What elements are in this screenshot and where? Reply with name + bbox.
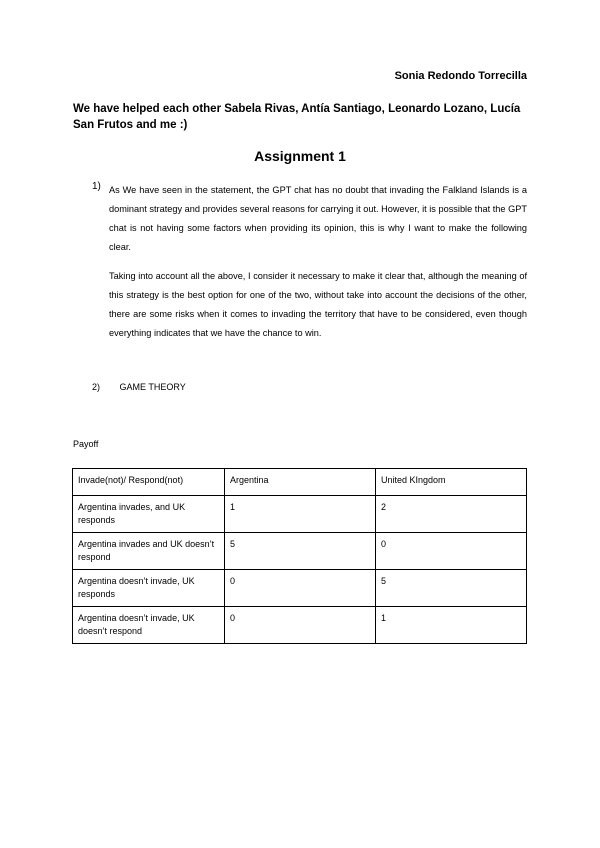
payoff-cell: 0 [225,570,376,607]
document-title: Assignment 1 [254,148,346,164]
scenario-cell: Argentina invades, and UK responds [73,496,225,533]
collaborators-statement: We have helped each other Sabela Rivas, Antía Santiago, Leonardo Lozano, Lucía San Frutos and me :) [73,103,521,131]
payoff-cell: 2 [376,496,527,533]
table-row [73,570,527,607]
column-header: Argentina [225,469,376,496]
payoff-cell: 5 [225,533,376,570]
answer-paragraph-1: As We have seen in the statement, the GPT chat has no doubt that invading the Falkland Islands is a dominant strategy and provides several reasons for carrying it out. However, it is possible that the GPT chat is not having some factors when providing its opinion, this is why I want to make the following clear. [109,185,527,252]
payoff-cell: 1 [376,607,527,644]
item-number: 2) [92,382,101,392]
table-header-row [73,469,527,496]
payoff-cell: 0 [225,607,376,644]
table-row [73,607,527,644]
column-header: United KIngdom [376,469,527,496]
table-row [73,496,527,533]
scenario-cell: Argentina doesn’t invade, UK doesn’t respond [73,607,225,644]
author-name: Sonia Redondo Torrecilla [394,70,527,82]
answer-item-1 [92,181,527,343]
payoff-cell: 5 [376,570,527,607]
payoff-label: Payoff [73,439,99,449]
scenario-cell: Argentina invades and UK doesn’t respond [73,533,225,570]
table-row [73,533,527,570]
item-number: 1) [92,181,101,192]
answer-paragraph-2: Taking into account all the above, I consider it necessary to make it clear that, although the meaning of this strategy is the best option for one of the two, without take into account the decisions of the other, there are some risks when it comes to invading the territory that have to be considered, even though everything indicates that we have the chance to win. [109,271,527,338]
column-header: Invade(not)/ Respond(not) [73,469,225,496]
scenario-cell: Argentina doesn’t invade, UK responds [73,570,225,607]
payoff-cell: 1 [225,496,376,533]
answer-item-2 [92,382,186,392]
section-label: GAME THEORY [119,382,186,392]
payoff-table [72,468,527,644]
payoff-cell: 0 [376,533,527,570]
